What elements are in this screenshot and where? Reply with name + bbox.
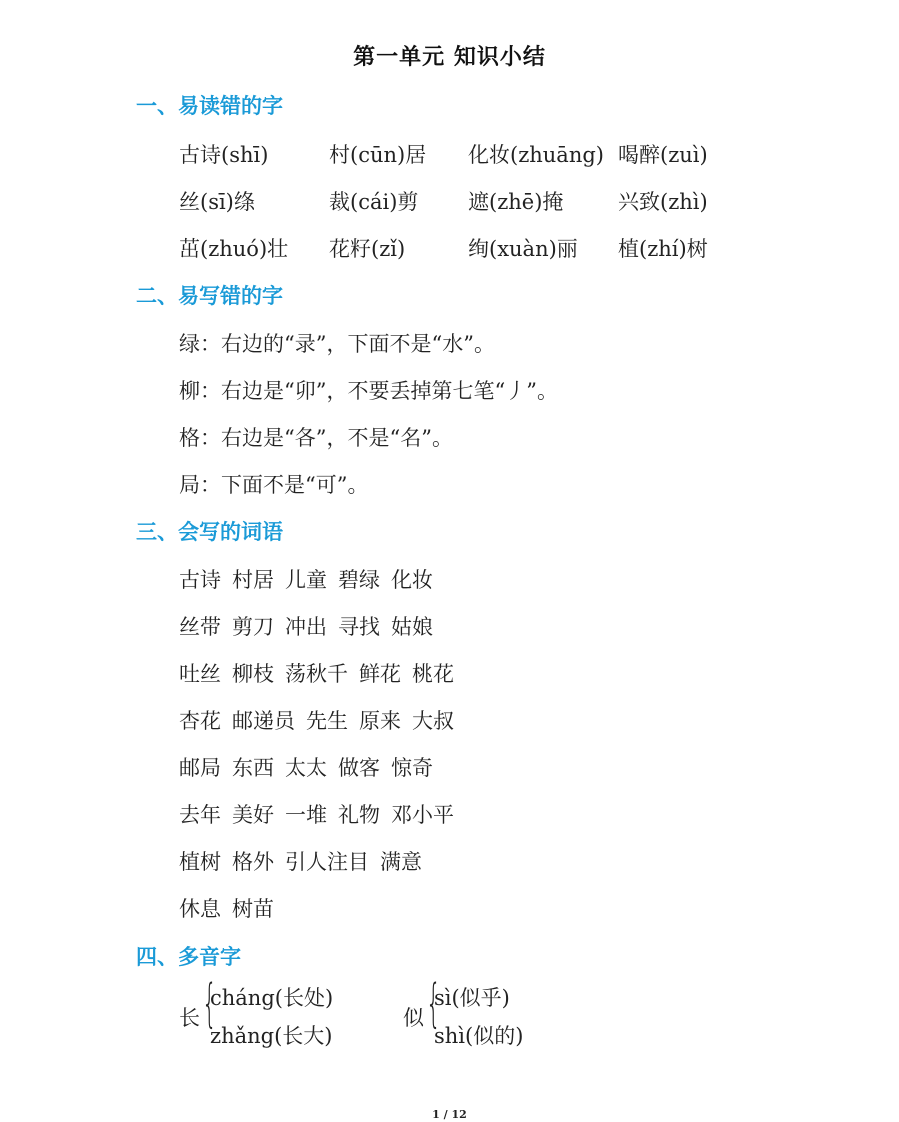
- note-line: 柳：右边是“卯”，不要丢掉第七笔“丿”。: [179, 379, 558, 403]
- reading: cháng(长处): [210, 986, 334, 1010]
- word-row: [179, 799, 465, 829]
- word-row: [179, 564, 444, 594]
- reading: shì(似的): [434, 1024, 524, 1048]
- pinyin-item: 古诗(shī): [179, 143, 269, 167]
- pinyin-item: 植(zhí)树: [618, 237, 708, 261]
- word-row: [179, 846, 433, 876]
- word: 儿童: [285, 568, 327, 592]
- word: 去年: [179, 803, 221, 827]
- word: 邓小平: [391, 803, 454, 827]
- word: 柳枝: [232, 662, 274, 686]
- word-row: [179, 752, 444, 782]
- word-row: [179, 658, 465, 688]
- word: 休息: [179, 897, 221, 921]
- reading: zhǎng(长大): [210, 1024, 333, 1048]
- section-heading-2: 二、易写错的字: [136, 284, 283, 308]
- word: 先生: [306, 709, 348, 733]
- word: 惊奇: [391, 756, 433, 780]
- section-heading-3: 三、会写的词语: [136, 520, 283, 544]
- polyphone-item: [403, 974, 603, 1052]
- word-row: [179, 705, 465, 735]
- word: 丝带: [179, 615, 221, 639]
- word: 化妆: [391, 568, 433, 592]
- word: 荡秋千: [285, 662, 348, 686]
- word: 满意: [380, 850, 422, 874]
- note-line: 绿：右边的“录”，下面不是“水”。: [179, 332, 495, 356]
- pinyin-item: 花籽(zǐ): [329, 237, 406, 261]
- word: 原来: [359, 709, 401, 733]
- word: 引人注目: [285, 850, 369, 874]
- pinyin-item: 丝(sī)绦: [179, 190, 255, 214]
- word: 礼物: [338, 803, 380, 827]
- word-row: [179, 611, 444, 641]
- word-row: [179, 893, 285, 923]
- word: 树苗: [232, 897, 274, 921]
- polyphone-item: [179, 974, 379, 1052]
- word: 做客: [338, 756, 380, 780]
- reading: sì(似乎): [434, 986, 510, 1010]
- word: 鲜花: [359, 662, 401, 686]
- word: 寻找: [338, 615, 380, 639]
- page-title: 第一单元 知识小结: [353, 45, 546, 70]
- word: 剪刀: [232, 615, 274, 639]
- word: 大叔: [412, 709, 454, 733]
- word: 邮递员: [232, 709, 295, 733]
- pinyin-item: 村(cūn)居: [329, 143, 427, 167]
- word: 冲出: [285, 615, 327, 639]
- word: 格外: [232, 850, 274, 874]
- pinyin-item: 遮(zhē)掩: [468, 190, 564, 214]
- pinyin-item: 喝醉(zuì): [618, 143, 708, 167]
- word: 美好: [232, 803, 274, 827]
- section-heading-1: 一、易读错的字: [136, 94, 283, 118]
- pinyin-item: 兴致(zhì): [618, 190, 708, 214]
- word: 植树: [179, 850, 221, 874]
- polyphone-char: 似: [403, 1006, 424, 1030]
- pinyin-item: 裁(cái)剪: [329, 190, 419, 214]
- word: 桃花: [412, 662, 454, 686]
- pinyin-item: 茁(zhuó)壮: [179, 237, 289, 261]
- word: 姑娘: [391, 615, 433, 639]
- note-line: 局：下面不是“可”。: [179, 473, 369, 497]
- pinyin-item: 化妆(zhuāng): [468, 143, 604, 167]
- word: 太太: [285, 756, 327, 780]
- brace-icon: {: [202, 974, 217, 1034]
- word: 村居: [232, 568, 274, 592]
- brace-icon: {: [426, 974, 441, 1034]
- note-line: 格：右边是“各”，不是“名”。: [179, 426, 453, 450]
- word: 碧绿: [338, 568, 380, 592]
- word: 古诗: [179, 568, 221, 592]
- word: 杏花: [179, 709, 221, 733]
- polyphone-char: 长: [179, 1006, 200, 1030]
- word: 东西: [232, 756, 274, 780]
- section-heading-4: 四、多音字: [136, 945, 241, 969]
- page-number: 1 / 12: [432, 1108, 467, 1121]
- pinyin-item: 绚(xuàn)丽: [468, 237, 578, 261]
- word: 吐丝: [179, 662, 221, 686]
- word: 一堆: [285, 803, 327, 827]
- word: 邮局: [179, 756, 221, 780]
